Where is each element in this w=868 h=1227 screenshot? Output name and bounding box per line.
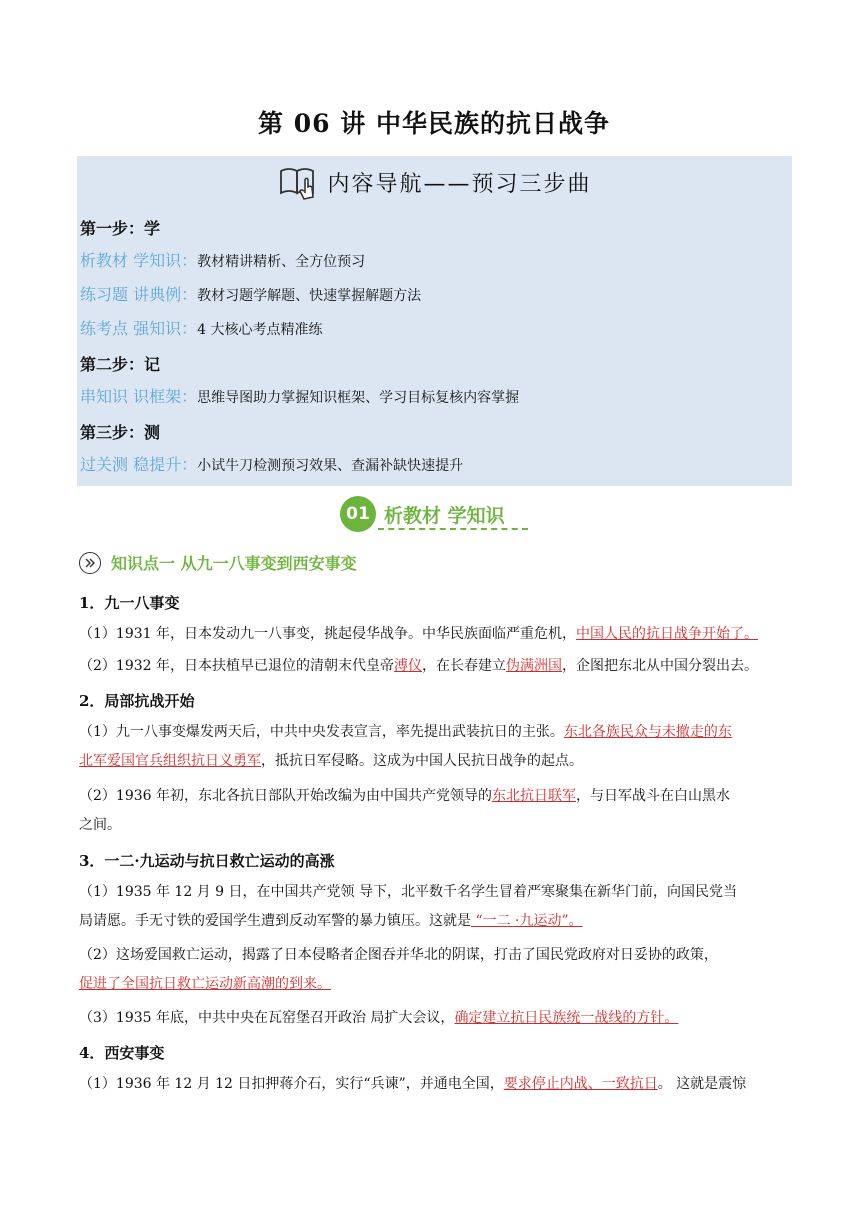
section-badge	[340, 496, 505, 532]
para-4a-text-b: 。 这就是震惊	[657, 1076, 747, 1092]
para-3c	[79, 1008, 678, 1028]
nav-row-2-text: 教材习题学解题、快速掌握解题方法	[197, 288, 422, 304]
section-number: 01	[340, 496, 376, 532]
nav-row-5	[80, 452, 463, 475]
para-4a	[79, 1074, 746, 1094]
nav-row-5-text: 小试牛刀检测预习效果、查漏补缺快速提升	[197, 458, 464, 474]
nav-row-3	[80, 316, 322, 339]
nav-row-2	[80, 282, 421, 305]
nav-row-2-label: 练习题 讲典例：	[80, 285, 198, 304]
nav-row-1	[80, 248, 365, 271]
knowledge-point-title: 知识点一 从九一八事变到西安事变	[111, 554, 357, 573]
para-4a-text-a: （1）1936 年 12 月 12 日扣押蒋介石，实行“兵谏”，并通电全国，	[79, 1076, 504, 1092]
para-3a-line2	[79, 911, 583, 931]
para-3a-underline: “一二 ·九运动”。	[471, 913, 583, 929]
para-1a	[79, 624, 758, 644]
para-2b-line1	[79, 786, 730, 806]
para-2a-line2	[79, 751, 583, 771]
nav-row-1-label: 析教材 学知识：	[80, 251, 198, 270]
para-1a-text: （1）1931 年，日本发动九一八事变，挑起侵华战争。中华民族面临严重危机，	[79, 626, 576, 642]
para-1b	[79, 656, 758, 676]
para-3b-line1: （2）这场爱国救亡运动，揭露了日本侵略者企图吞并华北的阴谋，打击了国民党政府对日妥协的政策，	[79, 947, 718, 963]
para-2b-text-b: ，与日军战斗在白山黑水	[576, 788, 730, 804]
para-3b-underline: 促进了全国抗日救亡运动新高潮的到来。	[79, 976, 331, 992]
section-title: 析教材 学知识	[384, 504, 505, 527]
nav-row-3-text: 4 大核心考点精准练	[197, 322, 323, 338]
para-3c-underline: 确定建立抗日民族统一战线的方针。	[454, 1010, 679, 1026]
content-navigation-box	[77, 156, 792, 486]
page-title: 第 06 讲 中华民族的抗日战争	[258, 109, 610, 138]
heading-1: 1．九一八事变	[79, 594, 180, 612]
step-2: 第二步：记	[80, 355, 161, 374]
section-underline	[378, 528, 528, 530]
para-2b-text-a: （2）1936 年初，东北各抗日部队开始改编为由中国共产党领导的	[79, 788, 492, 804]
para-2a-underline-2: 北军爱国官兵组织抗日义勇军	[79, 753, 261, 769]
nav-header	[77, 162, 792, 202]
nav-row-4-text: 思维导图助力掌握知识框架、学习目标复核内容掌握	[197, 390, 520, 406]
nav-header-text: 内容导航——预习三步曲	[327, 171, 592, 197]
para-2a-underline-1: 东北各族民众与未撤走的东	[563, 724, 732, 740]
chevron-right-icon	[79, 552, 101, 574]
para-3c-text: （3）1935 年底，中共中央在瓦窑堡召开政治 局扩大会议，	[79, 1010, 455, 1026]
para-2b-underline: 东北抗日联军	[492, 788, 576, 804]
nav-row-5-label: 过关测 稳提升：	[80, 455, 198, 474]
para-2a-text-a: （1）九一八事变爆发两天后，中共中央发表宣言，率先提出武装抗日的主张。	[79, 724, 564, 740]
para-1a-underline: 中国人民的抗日战争开始了。	[575, 626, 758, 642]
nav-row-3-label: 练考点 强知识：	[80, 319, 198, 338]
para-2a-line1	[79, 722, 732, 742]
nav-row-4	[80, 384, 519, 407]
para-3a-line1: （1）1935 年 12 月 9 日，在中国共产党领 导下，北平数千名学生冒着严寒聚集在新华门前，向国民党当	[79, 884, 737, 900]
para-1b-text-a: （2）1932 年，日本扶植早已退位的清朝末代皇帝	[79, 658, 394, 674]
step-3: 第三步：测	[80, 423, 161, 442]
nav-row-4-label: 串知识 识框架：	[80, 387, 198, 406]
para-1b-text-c: ，企图把东北从中国分裂出去。	[562, 658, 758, 674]
heading-2: 2．局部抗战开始	[79, 692, 195, 710]
nav-row-1-text: 教材精讲精析、全方位预习	[197, 254, 366, 270]
knowledge-point-heading	[79, 551, 357, 574]
para-1b-underline-2: 伪满洲国	[506, 658, 562, 674]
para-1b-text-b: ，在长春建立	[422, 658, 506, 674]
para-2a-text-b: ，抵抗日军侵略。这成为中国人民抗日战争的起点。	[261, 753, 583, 769]
para-1b-underline-1: 溥仪	[394, 658, 422, 674]
book-pointer-icon	[277, 163, 323, 201]
heading-3: 3．一二·九运动与抗日救亡运动的高涨	[79, 852, 335, 870]
para-2b-line2: 之间。	[79, 817, 121, 833]
para-3b-line2	[79, 974, 331, 994]
heading-4: 4．西安事变	[79, 1044, 165, 1062]
step-1: 第一步：学	[80, 219, 161, 238]
para-4a-underline: 要求停止内战、一致抗日	[503, 1076, 658, 1092]
para-3a-text: 局请愿。手无寸铁的爱国学生遭到反动军警的暴力镇压。这就是	[79, 913, 471, 929]
